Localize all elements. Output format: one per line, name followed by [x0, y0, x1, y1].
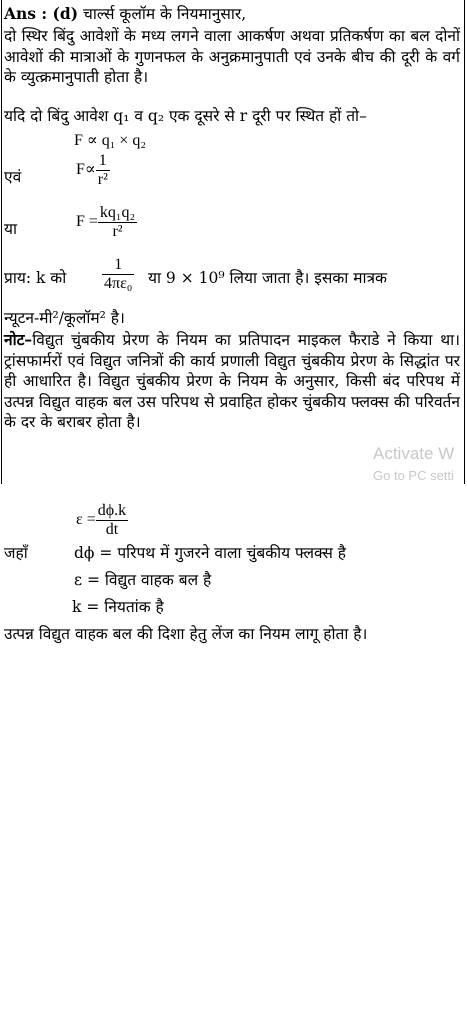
fraction-one-over-four-pi-epsilon: $\frac{1}{\text{4πε₀}}$ [104, 256, 133, 292]
constant-k-suffix: या 9 × 10⁹ लिया जाता है। इसका मात्रक [148, 269, 387, 287]
definition-flux: dϕ = परिपथ में गुजरने वाला चुंबकीय फ्लक्स है [74, 544, 347, 562]
note-paragraph [4, 330, 460, 433]
equation-proportional-charges: F ∝ q₁ × q₂ [74, 132, 146, 149]
equation-label-or: या [4, 220, 18, 238]
unit-text: न्यूटन-मी²/कूलॉम² है। [4, 309, 125, 327]
settings-watermark: Go to PC setti [373, 468, 454, 483]
fraction-dphi-k-over-dt: $\frac{d\phi.k}{dt}$ [97, 502, 127, 538]
where-label: जहाँ [4, 544, 28, 562]
equation-emf [76, 502, 128, 539]
equation-coulomb-force-lhs: F = [76, 213, 98, 231]
coulomb-law-statement: दो स्थिर बिंदु आवेशों के मध्य लगने वाला आकर्षण अथवा प्रतिकर्षण का बल दोनों आवेशों की मात्राओं के गुणनफल के अनुक्रमानुपाती एवं उनके बीच की दूरी के वर्ग के व्युत्क्रमानुपाती होता है। [4, 27, 460, 86]
answer-heading-text: चार्ल्स कूलॉम के नियमानुसार, [78, 5, 247, 23]
equation-label-and: एवं [4, 168, 22, 186]
equation-emf-lhs: ε = [76, 511, 96, 529]
note-text: विद्युत चुंबकीय प्रेरण के नियम का प्रतिपादन माइकल फैराडे ने किया था। ट्रांसफार्मरों एवं विद्युत जनित्रों की कार्य प्रणाली विद्युत चुंबकीय प्रेरण के सिद्धांत पर ही आधारित है। विद्युत चुंबकीय प्रेरण के नियम के अनुसार, किसी बंद परिपथ में उत्पन्न विद्युत वाहक बल उस परिपथ से प्रवाहित होकर चुंबकीय फ्लक्स की परिवर्तन के दर के बराबर होता है। [4, 331, 460, 431]
answer-heading [4, 4, 460, 25]
equation-coulomb-force [76, 204, 137, 241]
answer-label: Ans : (d) [4, 4, 79, 23]
constant-k-prefix: प्राय: k को [4, 269, 67, 287]
note-label: नोट– [4, 330, 33, 349]
definition-emf: ε = विद्युत वाहक बल है [74, 571, 212, 589]
activate-windows-watermark: Activate W [373, 444, 455, 463]
lenz-law-conclusion: उत्पन्न विद्युत वाहक बल की दिशा हेतु लेंज का नियम लागू होता है। [4, 625, 368, 643]
equation-inverse-square-lhs: F∝ [76, 161, 96, 179]
charge-condition: यदि दो बिंदु आवेश q₁ व q₂ एक दूसरे से r दूरी पर स्थित हों तो– [4, 107, 367, 125]
definition-constant: k = नियतांक है [72, 598, 164, 616]
fraction-one-over-r-squared: $\frac{1}{\text{r²}}$ [97, 152, 108, 188]
equation-inverse-square [76, 152, 110, 189]
fraction-kq1q2-over-r-squared: $\frac{\text{kq₁q₂}}{\text{r²}}$ [99, 204, 136, 240]
